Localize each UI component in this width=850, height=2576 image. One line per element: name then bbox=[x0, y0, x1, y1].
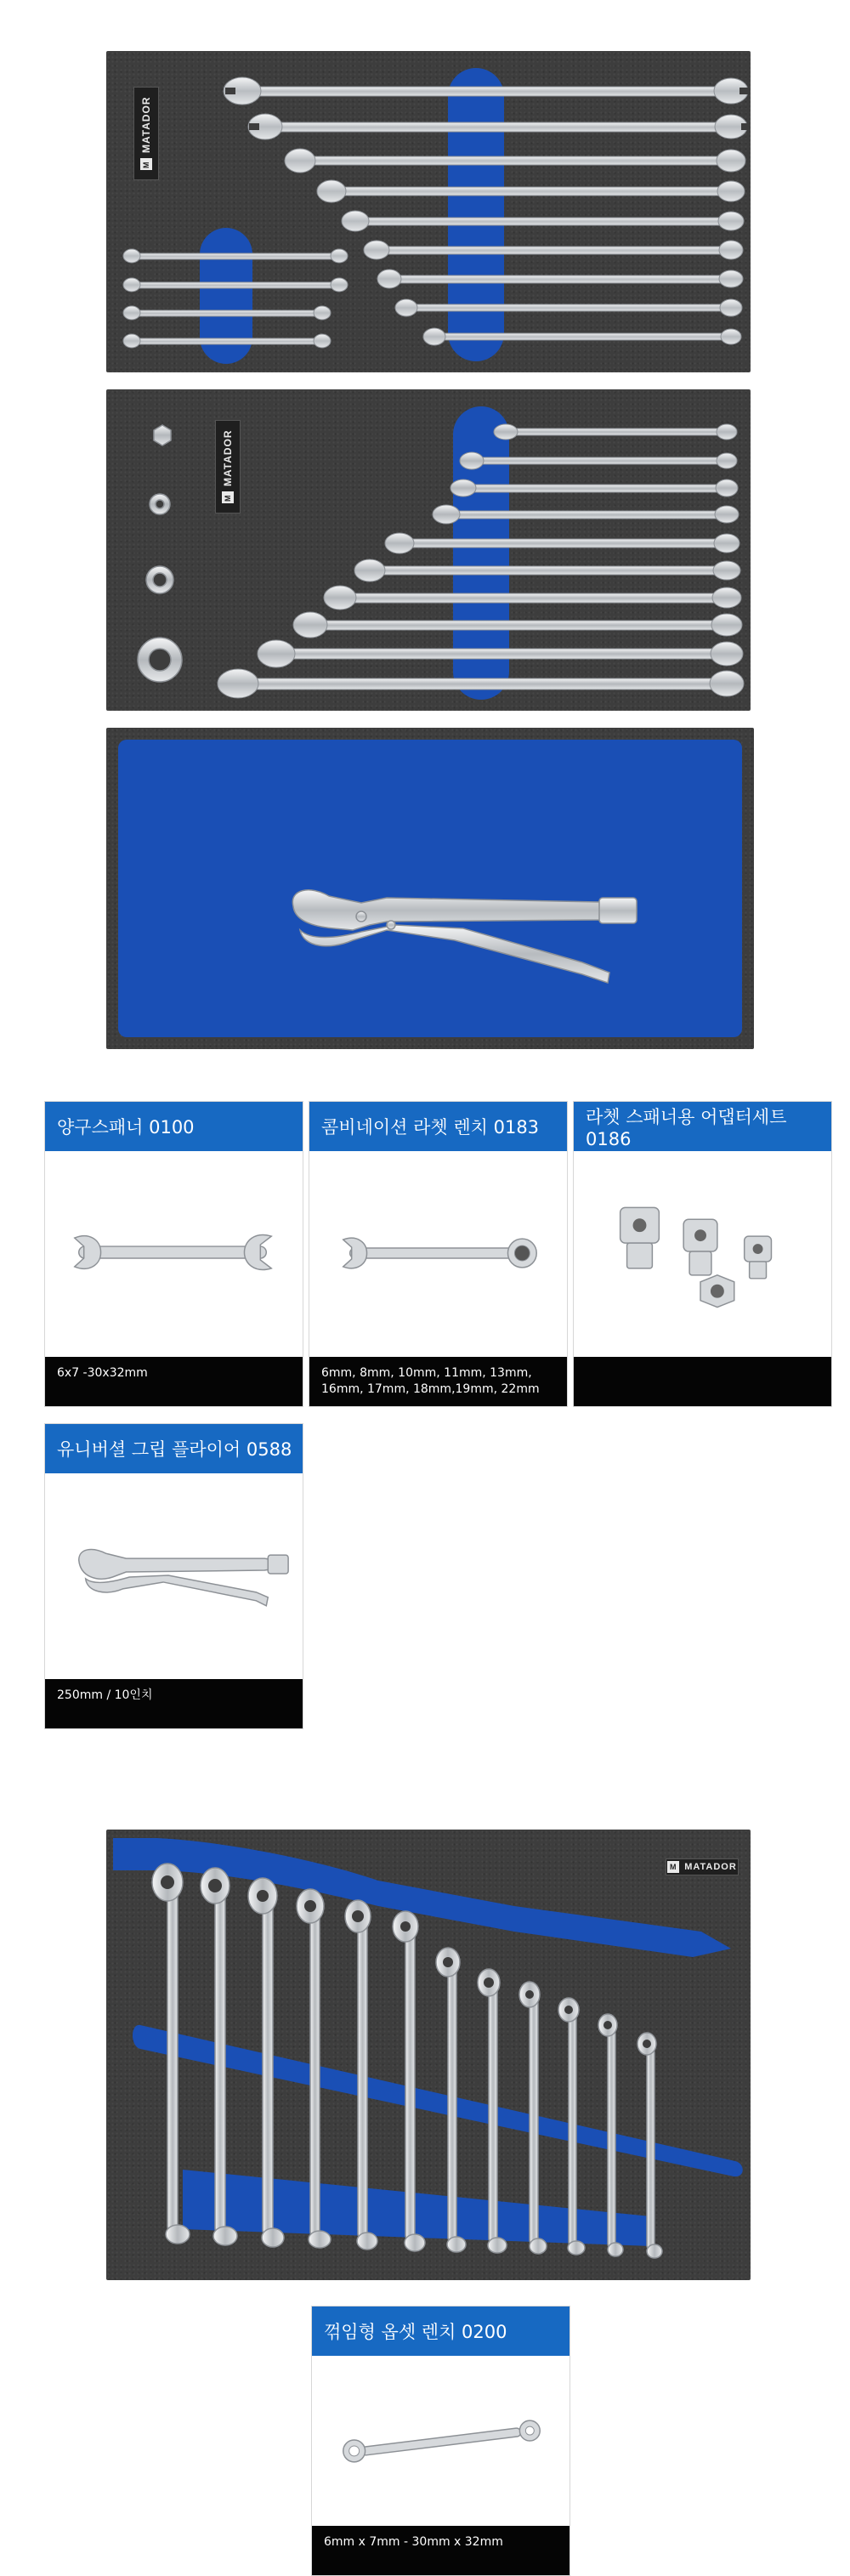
product-card[interactable] bbox=[573, 1101, 832, 1407]
blue-insert bbox=[118, 740, 742, 1037]
product-title: 양구스패너 0100 bbox=[45, 1102, 303, 1151]
open-end-wrench bbox=[130, 338, 324, 344]
product-title: 유니버셜 그립 플라이어 0588 bbox=[45, 1424, 303, 1473]
ratchet-wrench bbox=[340, 593, 728, 603]
brand-mark-icon: M bbox=[140, 158, 152, 170]
adapter-set-icon bbox=[574, 1151, 831, 1357]
ratchet-wrench bbox=[400, 539, 728, 548]
blue-insert bbox=[448, 68, 504, 361]
ratchet-wrench bbox=[446, 511, 728, 519]
offset-wrench bbox=[310, 1911, 320, 2237]
open-end-wrench-tray-art bbox=[106, 51, 751, 372]
offset-wrench bbox=[530, 2000, 538, 2244]
brand-mark-icon: M bbox=[667, 1861, 679, 1873]
product-card[interactable] bbox=[44, 1101, 303, 1407]
offset-wrench bbox=[167, 1887, 178, 2232]
product-card[interactable] bbox=[311, 2306, 570, 2576]
open-end-wrench bbox=[348, 218, 738, 225]
brand-logo bbox=[133, 87, 159, 180]
locking-pliers-tray-art bbox=[106, 728, 754, 1049]
offset-wrench bbox=[358, 1921, 367, 2238]
brand-logo bbox=[666, 1858, 739, 1875]
open-end-wrench-icon bbox=[45, 1151, 303, 1357]
offset-wrench bbox=[608, 2030, 615, 2248]
offset-wrench bbox=[215, 1891, 225, 2233]
ratchet-wrench-tray bbox=[106, 389, 751, 711]
product-spec: 6mm, 8mm, 10mm, 11mm, 13mm, 16mm, 17mm, 18mm,19mm, 22mm bbox=[309, 1357, 567, 1406]
ratchet-wrench bbox=[310, 621, 728, 630]
ratchet-wrench bbox=[506, 428, 728, 435]
product-card[interactable] bbox=[309, 1101, 568, 1407]
ratchet-wrench bbox=[370, 566, 728, 575]
product-image bbox=[45, 1151, 303, 1357]
offset-wrench bbox=[263, 1901, 273, 2235]
product-card[interactable] bbox=[44, 1423, 303, 1729]
product-title: 꺾임형 옵셋 렌치 0200 bbox=[312, 2306, 570, 2356]
open-end-wrench bbox=[400, 304, 738, 311]
locking-pliers-icon bbox=[45, 1473, 303, 1679]
open-end-wrench bbox=[130, 310, 324, 316]
open-end-wrench bbox=[130, 282, 341, 288]
product-title: 콤비네이션 라쳇 렌치 0183 bbox=[309, 1102, 567, 1151]
ratchet-wrench bbox=[238, 678, 728, 689]
product-spec bbox=[574, 1357, 831, 1406]
offset-wrench-tray-art bbox=[106, 1830, 751, 2280]
product-image bbox=[309, 1151, 567, 1357]
brand-name: MATADOR bbox=[140, 96, 152, 154]
brand-mark-icon: M bbox=[222, 491, 234, 503]
product-title: 라쳇 스패너용 어댑터세트 0186 bbox=[574, 1102, 831, 1151]
open-end-wrench bbox=[292, 156, 738, 165]
offset-wrench-icon bbox=[312, 2356, 570, 2526]
offset-wrench bbox=[647, 2049, 654, 2250]
product-image bbox=[312, 2356, 570, 2526]
product-spec: 6x7 -30x32mm bbox=[45, 1357, 303, 1406]
ratchet-wrench bbox=[472, 457, 728, 464]
open-end-wrench bbox=[232, 87, 738, 96]
product-image bbox=[574, 1151, 831, 1357]
offset-wrench bbox=[569, 2015, 576, 2246]
open-end-wrench bbox=[255, 122, 738, 132]
ratchet-wrench-tray-art bbox=[106, 389, 751, 711]
open-end-wrench-tray bbox=[106, 51, 751, 372]
brand-name: MATADOR bbox=[222, 429, 234, 487]
brand-logo bbox=[215, 420, 241, 513]
ratchet-wrench-icon bbox=[309, 1151, 567, 1357]
offset-wrench bbox=[405, 1932, 415, 2240]
ratchet-wrench bbox=[276, 649, 728, 659]
adapter bbox=[154, 425, 171, 445]
product-spec: 250mm / 10인치 bbox=[45, 1679, 303, 1728]
brand-name: MATADOR bbox=[684, 1862, 737, 1872]
ratchet-wrench bbox=[463, 485, 728, 492]
open-end-wrench bbox=[323, 187, 738, 196]
open-end-wrench bbox=[428, 333, 738, 340]
product-image bbox=[45, 1473, 303, 1679]
product-spec: 6mm x 7mm - 30mm x 32mm bbox=[312, 2526, 570, 2575]
open-end-wrench bbox=[130, 253, 341, 259]
locking-pliers-tray bbox=[106, 728, 754, 1049]
open-end-wrench bbox=[382, 275, 738, 283]
offset-wrench-tray bbox=[106, 1830, 751, 2280]
offset-wrench bbox=[489, 1988, 497, 2243]
offset-wrench bbox=[448, 1967, 456, 2242]
open-end-wrench bbox=[370, 247, 738, 254]
